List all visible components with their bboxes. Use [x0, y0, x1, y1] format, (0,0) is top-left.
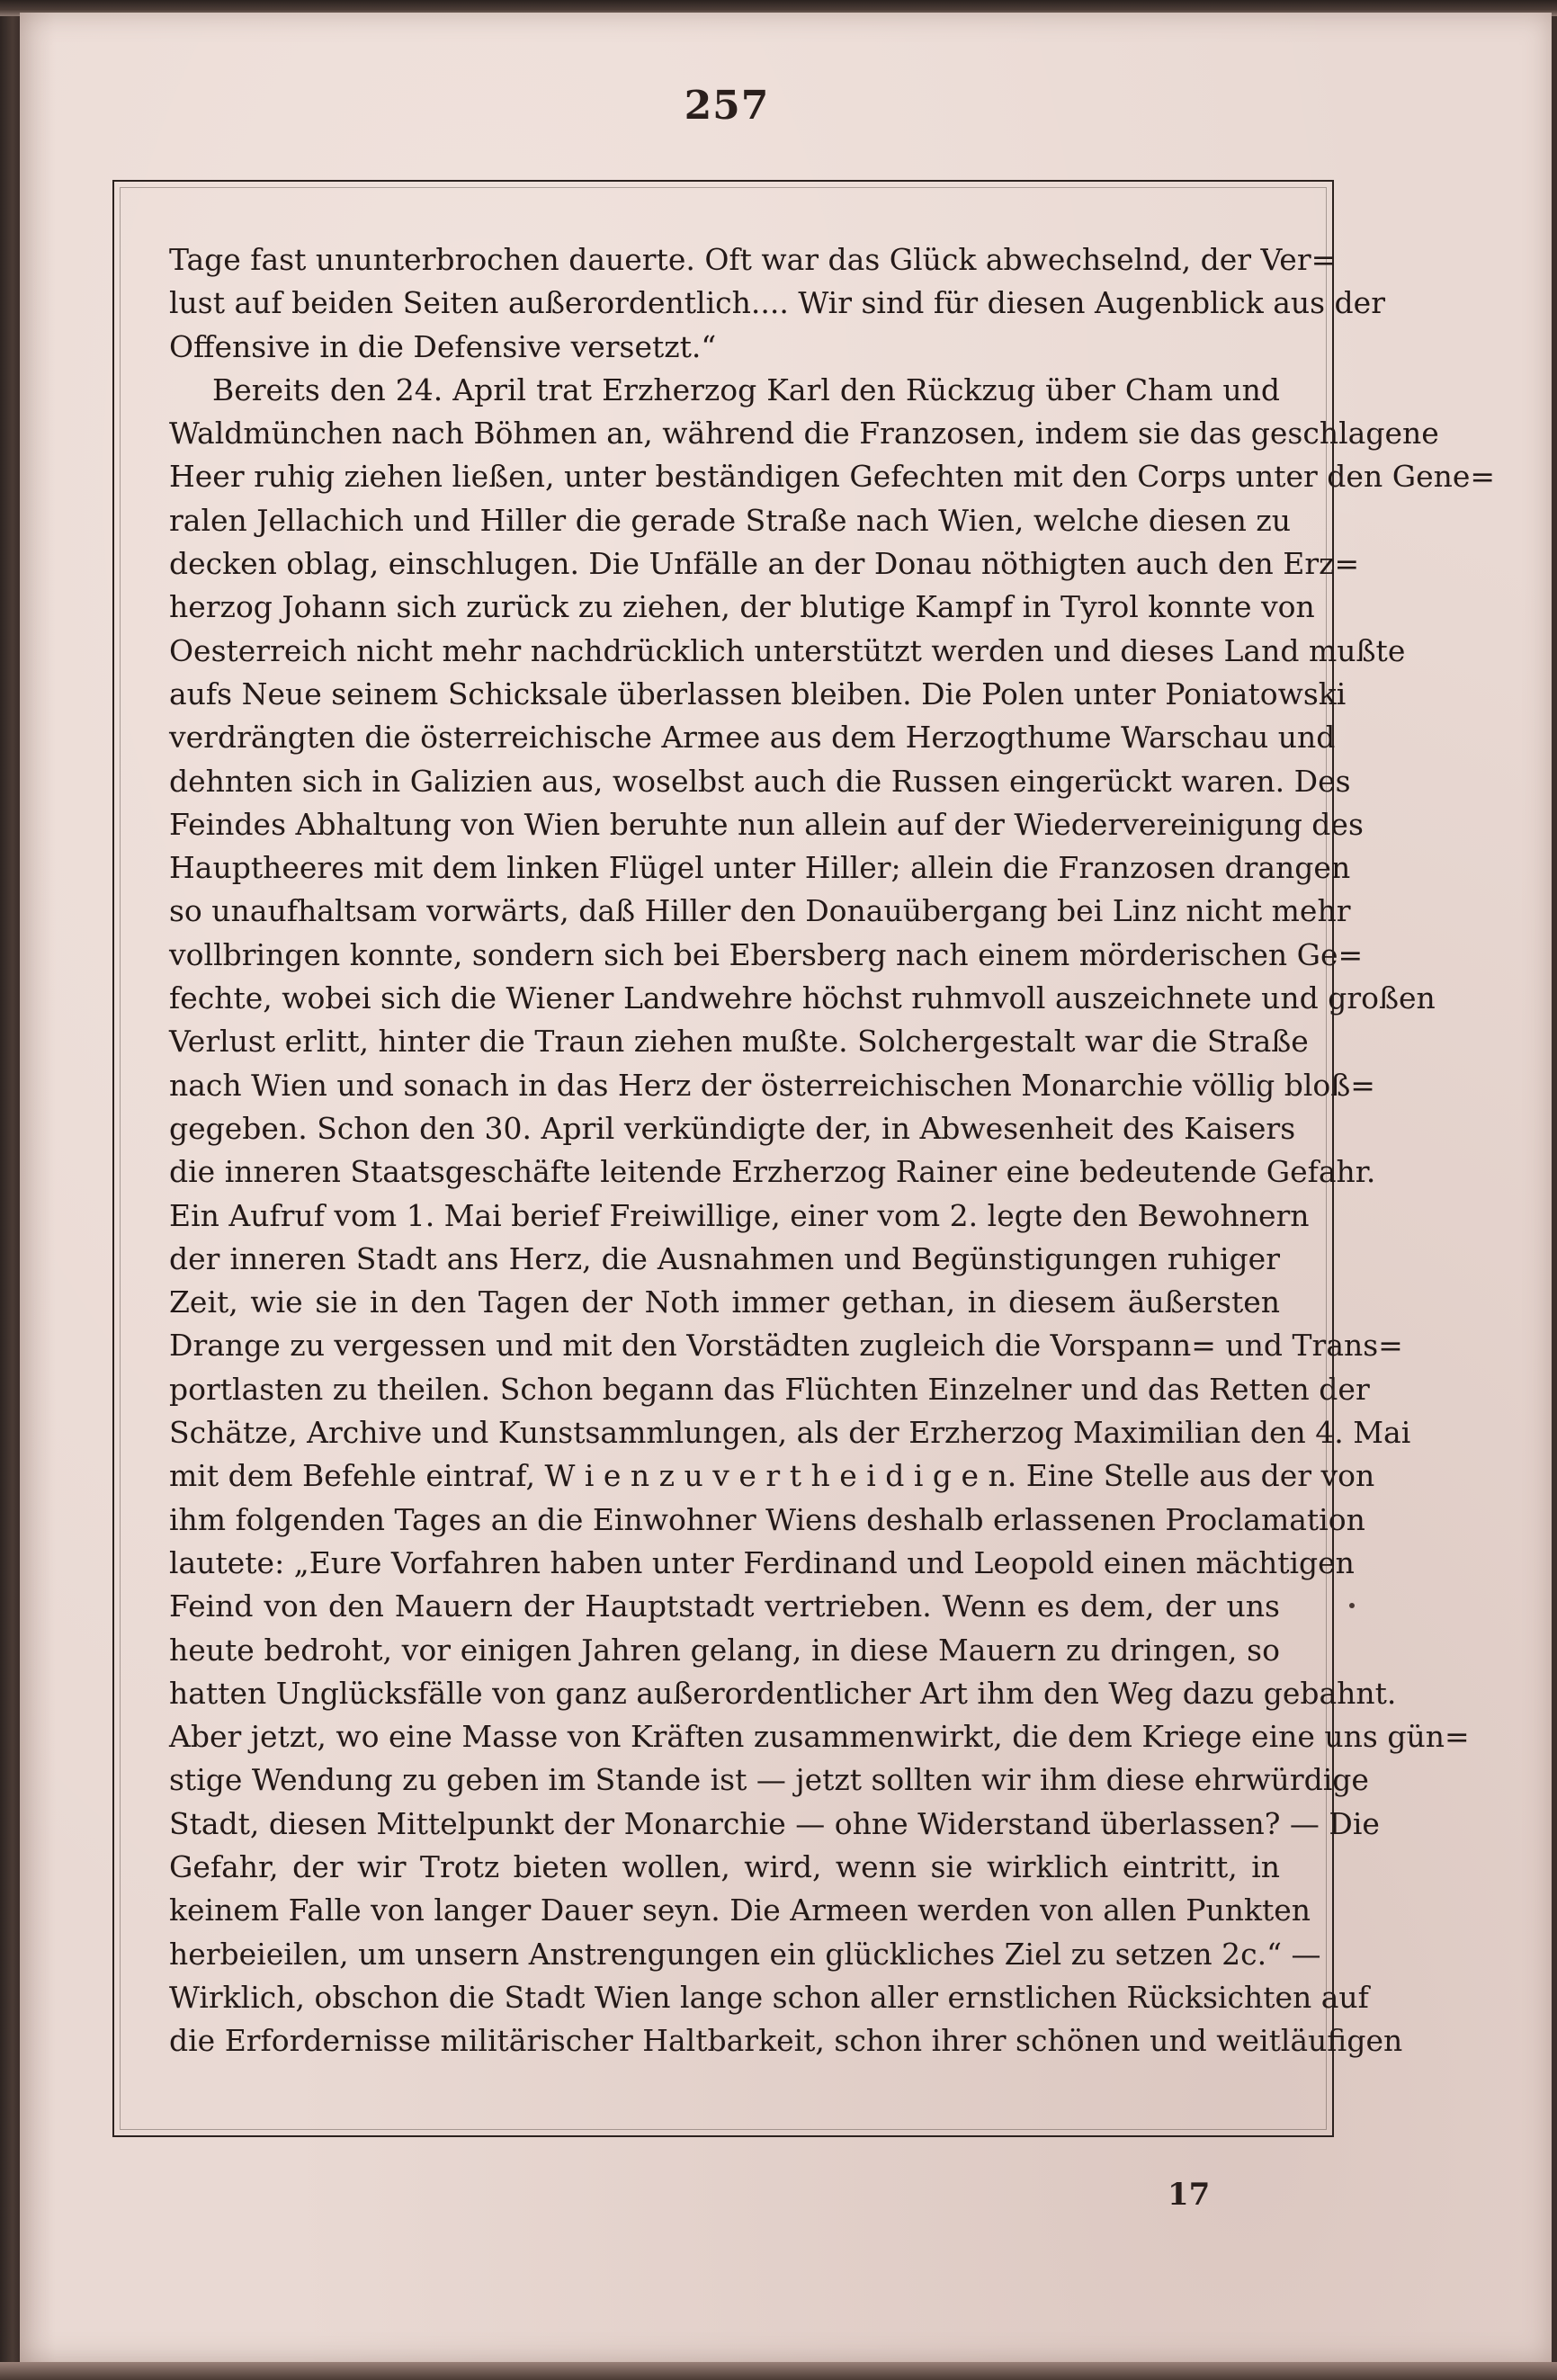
- text-line: Drange zu vergessen und mit den Vorstädten zugleich die Vorspann= und Trans=: [169, 1328, 1403, 1364]
- text-line: portlasten zu theilen. Schon begann das Flüchten Einzelner und das Retten der: [169, 1371, 1370, 1407]
- text-line: Zeit, wie sie in den Tagen der Noth immer gethan, in diesem äußersten: [169, 1284, 1280, 1320]
- text-line: herzog Johann sich zurück zu ziehen, der blutige Kampf in Tyrol konnte von: [169, 589, 1315, 625]
- text-line: Feind von den Mauern der Hauptstadt vertrieben. Wenn es dem, der uns: [169, 1588, 1280, 1624]
- text-line: ihm folgenden Tages an die Einwohner Wiens deshalb erlassenen Proclamation: [169, 1501, 1365, 1537]
- text-line: hatten Unglücksfälle von ganz außerordentlicher Art ihm den Weg dazu gebahnt.: [169, 1675, 1397, 1711]
- text-line: Wirklich, obschon die Stadt Wien lange schon aller ernstlichen Rücksichten auf: [169, 1979, 1369, 2015]
- text-line: Oesterreich nicht mehr nachdrücklich unterstützt werden und dieses Land mußte: [169, 632, 1406, 668]
- margin-speck: [1349, 1603, 1355, 1608]
- text-line: herbeieilen, um unsern Anstrengungen ein glückliches Ziel zu setzen 2c.“ —: [169, 1936, 1321, 1972]
- text-line: Gefahr, der wir Trotz bieten wollen, wird, wenn sie wirklich eintritt, in: [169, 1848, 1280, 1884]
- text-line: aufs Neue seinem Schicksale überlassen bleiben. Die Polen unter Poniatowski: [169, 676, 1347, 711]
- text-line: die Erfordernisse militärischer Haltbarkeit, schon ihrer schönen und weitläufigen: [169, 2023, 1403, 2059]
- text-line: Tage fast ununterbrochen dauerte. Oft war das Glück abwechselnd, der Ver=: [169, 242, 1337, 277]
- text-line: der inneren Stadt ans Herz, die Ausnahmen und Begünstigungen ruhiger: [169, 1240, 1280, 1276]
- text-line: mit dem Befehle eintraf, W i e n z u v e r t h e i d i g e n. Eine Stelle aus der von: [169, 1458, 1375, 1494]
- text-line: die inneren Staatsgeschäfte leitende Erzherzog Rainer eine bedeutende Gefahr.: [169, 1154, 1376, 1190]
- text-line: Schätze, Archive und Kunstsammlungen, als der Erzherzog Maximilian den 4. Mai: [169, 1415, 1411, 1451]
- text-line: nach Wien und sonach in das Herz der österreichischen Monarchie völlig bloß=: [169, 1067, 1375, 1103]
- text-line: Feindes Abhaltung von Wien beruhte nun allein auf der Wiedervereinigung des: [169, 806, 1364, 842]
- text-line: Offensive in die Defensive versetzt.“: [169, 328, 717, 364]
- text-line: gegeben. Schon den 30. April verkündigte der, in Abwesenheit des Kaisers: [169, 1110, 1296, 1146]
- text-line: fechte, wobei sich die Wiener Landwehre höchst ruhmvoll auszeichnete und großen: [169, 980, 1436, 1016]
- text-line: vollbringen konnte, sondern sich bei Ebersberg nach einem mörderischen Ge=: [169, 936, 1364, 972]
- text-line: Stadt, diesen Mittelpunkt der Monarchie — ohne Widerstand überlassen? — Die: [169, 1805, 1380, 1841]
- text-line: so unaufhaltsam vorwärts, daß Hiller den Donauübergang bei Linz nicht mehr: [169, 893, 1351, 929]
- body-text: [169, 238, 1496, 2062]
- text-line: heute bedroht, vor einigen Jahren gelang, in diese Mauern zu dringen, so: [169, 1632, 1280, 1668]
- text-line: lautete: „Eure Vorfahren haben unter Ferdinand und Leopold einen mächtigen: [169, 1544, 1355, 1580]
- text-line: Hauptheeres mit dem linken Flügel unter Hiller; allein die Franzosen drangen: [169, 850, 1351, 886]
- text-line: Waldmünchen nach Böhmen an, während die Franzosen, indem sie das geschlagene: [169, 416, 1439, 452]
- text-line: decken oblag, einschlugen. Die Unfälle an der Donau nöthigten auch den Erz=: [169, 546, 1360, 582]
- text-line: dehnten sich in Galizien aus, woselbst auch die Russen eingerückt waren. Des: [169, 763, 1351, 799]
- text-line: ralen Jellachich und Hiller die gerade Straße nach Wien, welche diesen zu: [169, 502, 1291, 538]
- signature-mark: 17: [1168, 2177, 1211, 2213]
- text-line: Ein Aufruf vom 1. Mai berief Freiwillige, einer vom 2. legte den Bewohnern: [169, 1197, 1310, 1233]
- text-line: Heer ruhig ziehen ließen, unter beständigen Gefechten mit den Corps unter den Gene=: [169, 459, 1496, 495]
- book-bottom-edge: [0, 2362, 1557, 2380]
- text-line: keinem Falle von langer Dauer seyn. Die Armeen werden von allen Punkten: [169, 1892, 1311, 1928]
- text-line: stige Wendung zu geben im Stande ist — jetzt sollten wir ihm diese ehrwürdige: [169, 1762, 1369, 1798]
- text-line: Aber jetzt, wo eine Masse von Kräften zusammenwirkt, die dem Kriege eine uns gün=: [169, 1719, 1470, 1755]
- text-line: Verlust erlitt, hinter die Traun ziehen mußte. Solchergestalt war die Straße: [169, 1024, 1309, 1060]
- text-line: verdrängten die österreichische Armee aus dem Herzogthume Warschau und: [169, 720, 1336, 756]
- text-line: Bereits den 24. April trat Erzherzog Karl den Rückzug über Cham und: [212, 371, 1280, 407]
- text-line: lust auf beiden Seiten außerordentlich.... Wir sind für diesen Augenblick aus der: [169, 285, 1385, 321]
- page-number: 257: [684, 83, 770, 129]
